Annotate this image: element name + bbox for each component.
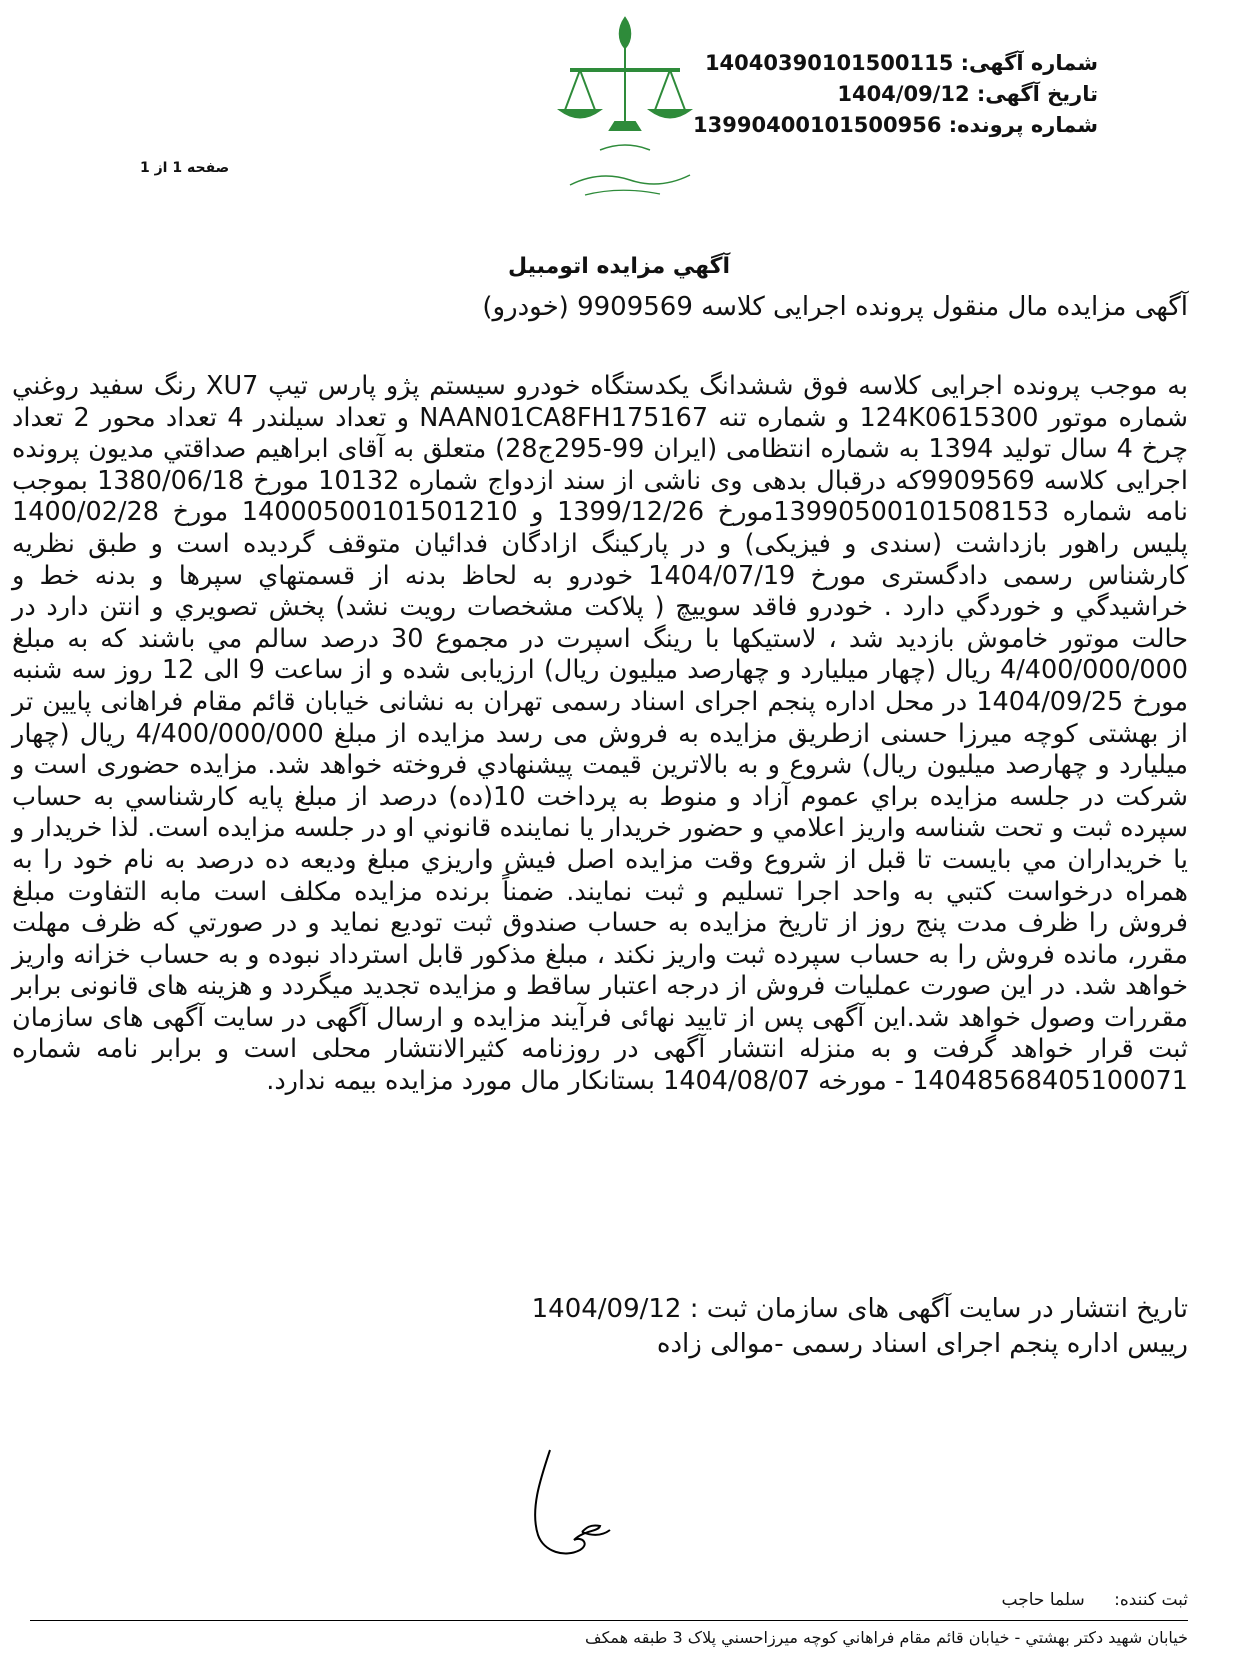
office-address: خيابان شهيد دکتر بهشتي - خيابان قائم مقام فراهاني کوچه ميرزاحسني پلاک 3 طبقه همکف: [585, 1628, 1188, 1647]
signature-icon: [510, 1440, 630, 1570]
registrar-label: ثبت کننده:: [1114, 1590, 1188, 1610]
notice-date-row: [678, 79, 1098, 110]
publish-date-line: [532, 1294, 1188, 1324]
notice-number-label: شماره آگهی:: [960, 51, 1098, 75]
signer-title: رییس اداره پنجم اجرای اسناد رسمی -موالی زاده: [656, 1329, 1188, 1359]
notice-date-label: تاریخ آگهی:: [976, 82, 1098, 106]
notice-metadata: [678, 48, 1098, 141]
notice-date: 1404/09/12: [837, 82, 970, 106]
file-number: 13990400101500956: [693, 113, 942, 137]
publish-date-label: تاریخ انتشار در سایت آگهی های سازمان ثبت :: [689, 1294, 1188, 1324]
judiciary-emblem-icon: [540, 10, 710, 210]
notice-body: به موجب پرونده اجرایی کلاسه فوق ششدانگ یکدستگاه خودرو سیستم پژو پارس تیپ XU7 رنگ سفید روغني شماره موتور 124K0615300 و شماره تنه NAAN01CA8FH175167 و تعداد سیلندر 4 تعداد محور 2 تعداد چرخ 4 سال تولید 1394 به شماره انتظامی (ایران 99-295ج28) متعلق به آقای ابراهیم صداقتي مدیون پرونده اجرایی کلاسه 9909569که درقبال بدهی وی ناشی از سند ازدواج شماره 10132 مورخ 1380/06/18 بموجب نامه شماره 13990500101508153مورخ 1399/12/26 و 14000500101501210 مورخ 1400/02/28 پلیس راهور بازداشت (سندی و فیزیکی) و در پارکینگ ازادگان فدائیان متوقف گردیده است و طبق نظریه کارشناس رسمی دادگستری مورخ 1404/07/19 خودرو به لحاظ بدنه از قسمتهاي سپرها و بدنه خط و خراشيدگي و خوردگي دارد . خودرو فاقد سوييچ ( پلاکت مشخصات رویت نشد) پخش تصويري و انتن دارد در حالت موتور خاموش بازدید شد ، لاستیکها با رینگ اسپرت در مجموع 30 درصد سالم مي باشند که به مبلغ 4/400/000/000 ریال (چهار میلیارد و چهارصد میلیون ریال) ارزیابی شده و از ساعت 9 الی 12 روز سه شنبه مورخ 1404/09/25 در محل اداره پنجم اجرای اسناد رسمی تهران به نشانی خیابان قائم مقام فراهانی پایین تر از بهشتی کوچه میرزا حسنی ازطریق مزایده به فروش می رسد مزایده از مبلغ 4/400/000/000 ریال (چهار میلیارد و چهارصد میلیون ریال) شروع و به بالاترين قيمت پيشنهادي فروخته خواهد شد. مزايده حضوری است و شركت در جلسه مزايده براي عموم آزاد و منوط به پرداخت 10(ده) درصد از مبلغ پايه كارشناسي به حساب سپرده ثبت و تحت شناسه واريز اعلامي و حضور خريدار يا نماينده قانوني او در جلسه مزايده است. لذا خريدار و يا خريداران مي بايست تا قبل از شروع وقت مزايده اصل فيش واريزي مبلغ وديعه ده درصد به نام خود را به همراه درخواست كتبي به واحد اجرا تسليم و ثبت نمايند. ضمناً برنده مزایده مکلف است مابه التفاوت مبلغ فروش را ظرف مدت پنج روز از تاريخ مزايده به حساب صندوق ثبت توديع نمايد و در صورتي كه ظرف مهلت مقرر، مانده فروش را به حساب سپرده ثبت واريز نكند ، مبلغ مذكور قابل استرداد نبوده و به حساب خزانه واريز خواهد شد. در این صورت عملیات فروش از درجه اعتبار ساقط و مزایده تجدید میگردد و هزینه های قانونی برابر مقررات وصول خواهد شد.این آگهی پس از تایید نهائی فرآیند مزایده و ارسال آگهی در سایت آگهی های سازمان ثبت قرار خواهد گرفت و به منزله انتشار آگهی در روزنامه کثیرالانتشار محلی است و برابر نامه شماره 14048568405100071 - مورخه 1404/08/07 بستانکار مال مورد مزایده بیمه ندارد.: [12, 371, 1189, 1097]
registrar-line: [1002, 1590, 1188, 1610]
notice-subtitle: آگهی مزایده مال منقول پرونده اجرایی کلاسه 9909569 (خودرو): [482, 292, 1188, 322]
notice-number-row: [678, 48, 1098, 79]
registrar-name: سلما حاجب: [1001, 1590, 1085, 1610]
publish-date: 1404/09/12: [531, 1294, 682, 1324]
notice-number: 14040390101500115: [704, 51, 954, 75]
file-number-label: شماره پرونده:: [948, 113, 1098, 137]
footer-divider: [30, 1620, 1188, 1621]
file-number-row: [678, 110, 1098, 141]
notice-title: آگهي مزايده اتومبيل: [507, 254, 731, 279]
page-indicator: صفحه 1 از 1: [140, 160, 230, 176]
